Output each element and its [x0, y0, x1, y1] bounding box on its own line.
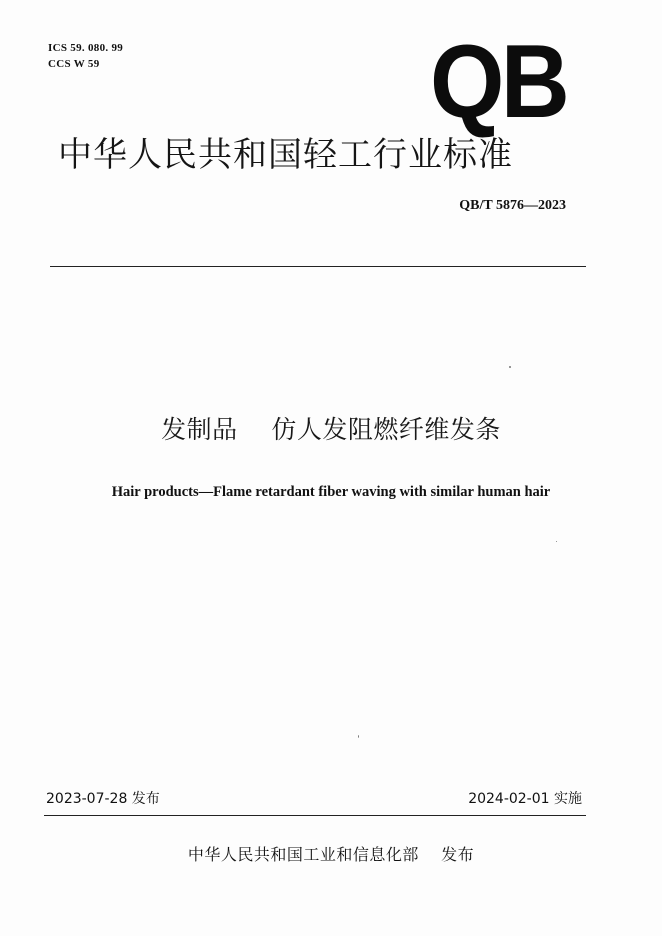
document-title-english: Hair products—Flame retardant fiber waving with similar human hair	[111, 484, 551, 500]
ccs-code: CCS W 59	[48, 58, 100, 70]
implementation-date: 2024-02-01 实施	[468, 791, 582, 807]
document-title-chinese: 发制品 仿人发阻燃纤维发条	[161, 415, 501, 444]
ics-code: ICS 59. 080. 99	[48, 42, 124, 54]
standard-number: QB/T 5876—2023	[459, 198, 566, 213]
scan-speck	[509, 366, 511, 368]
footer-divider	[44, 815, 586, 816]
classification-codes	[48, 40, 123, 72]
issuing-authority: 中华人民共和国工业和信息化部 发布	[187, 845, 475, 864]
publish-date: 2023-07-28 发布	[46, 791, 160, 807]
header-divider	[50, 266, 586, 267]
scan-speck	[556, 541, 557, 542]
scan-speck	[358, 735, 359, 738]
qb-logo: QB	[430, 24, 567, 140]
industry-standard-title: 中华人民共和国轻工行业标准	[58, 135, 513, 175]
